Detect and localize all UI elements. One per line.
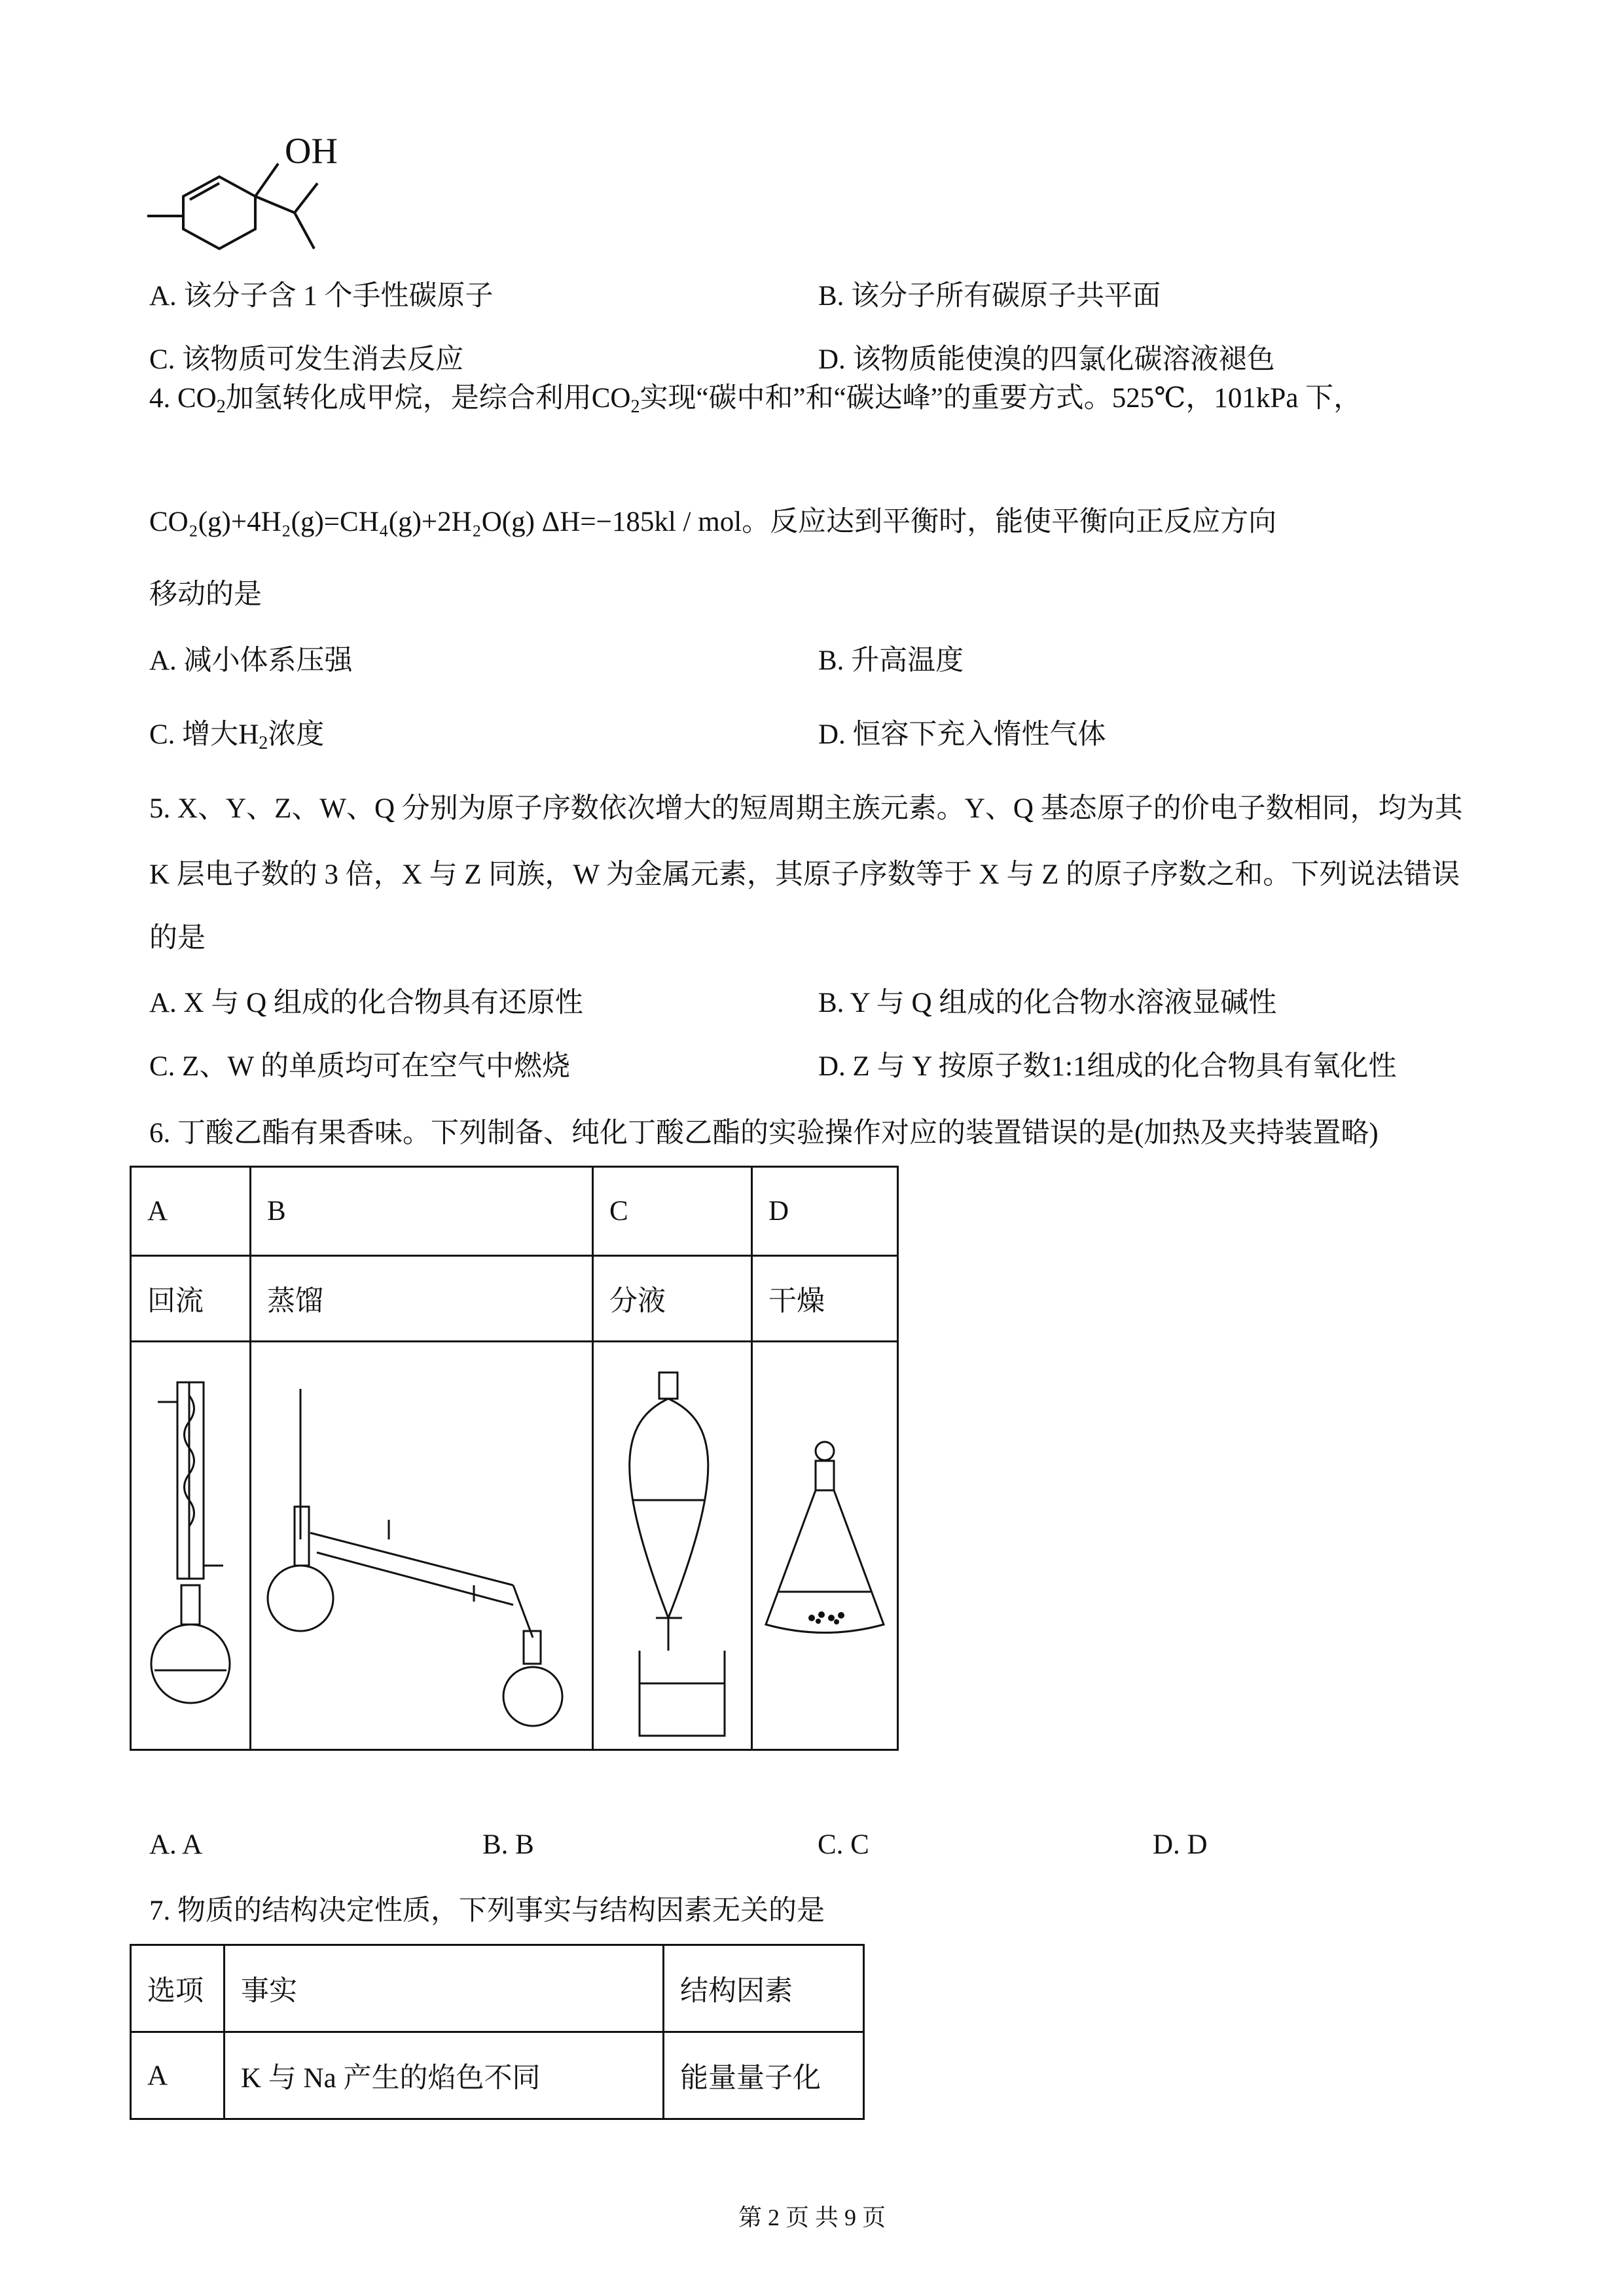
q6-option-a: A. A [149,1829,203,1860]
q5-option-d: D. Z 与 Y 按原子数1:1组成的化合物具有氧化性 [818,1051,1397,1082]
q4-stem-line2: CO₂(g)+4H₂(g)=CH₄(g)+2H₂O(g) ΔH=−185kl / mol。反应达到平衡时，能使平衡向正反应方向 [149,507,1277,537]
molecule-oh-label: OH [285,131,338,171]
header-fact: 事实 [225,1945,664,2032]
q5-option-a: A. X 与 Q 组成的化合物具有还原性 [149,988,583,1018]
q3-option-a: A. 该分子含 1 个手性碳原子 [149,281,494,312]
q4-equation: CO₂(g)+4H₂(g)=CH₄(g)+2H₂O(g) ΔH=−185kl / mol [149,507,742,537]
q5-stem-line1: 5. X、Y、Z、W、Q 分别为原子序数依次增大的短周期主族元素。Y、Q 基态原子的价电子数相同，均为其 [149,793,1463,824]
q3-option-d: D. 该物质能使溴的四氯化碳溶液褪色 [818,344,1275,375]
table-row [131,2032,864,2119]
q3-option-c: C. 该物质可发生消去反应 [149,344,464,375]
q7-table [130,1944,865,2120]
q4-option-a: A. 减小体系压强 [149,645,353,676]
operation-drying: 干燥 [752,1256,898,1342]
q4-option-b: B. 升高温度 [818,645,964,676]
distillation-apparatus [251,1342,593,1750]
molecule-structure [147,131,383,265]
q6-option-c: C. C [818,1829,869,1860]
q4-stem-line1: 4. $CO_2$加氢转化成甲烷，是综合利用$CO_2$实现“碳中和”和“碳达峰”的重要方式。525℃，101kPa 下， [149,383,1362,417]
q5-option-c: C. Z、W 的单质均可在空气中燃烧 [149,1051,571,1082]
header-c: C [593,1167,752,1256]
page-footer: 第 2 页 共 9 页 [738,2204,886,2231]
q7-stem: 7. 物质的结构决定性质，下列事实与结构因素无关的是 [149,1895,825,1926]
operation-separation: 分液 [593,1256,752,1342]
q4-stem-line3: 移动的是 [149,579,262,610]
q5-option-b: B. Y 与 Q 组成的化合物水溶液显碱性 [818,988,1277,1018]
operation-distillation: 蒸馏 [251,1256,593,1342]
q3-option-b: B. 该分子所有碳原子共平面 [818,281,1161,312]
q6-apparatus-table [130,1166,899,1751]
reflux-apparatus [131,1342,251,1750]
q4-option-d: D. 恒容下充入惰性气体 [818,719,1106,750]
header-structure-factor: 结构因素 [664,1945,864,2032]
drying-flask-apparatus [752,1342,898,1750]
separatory-funnel-apparatus [593,1342,752,1750]
q5-stem-line2: K 层电子数的 3 倍，X 与 Z 同族，W 为金属元素，其原子序数等于 X 与 Z 的原子序数之和。下列说法错误 [149,859,1460,890]
header-option: 选项 [131,1945,225,2032]
operation-reflux: 回流 [131,1256,251,1342]
row-fact: K 与 Na 产生的焰色不同 [225,2032,664,2119]
q6-option-b: B. B [482,1829,534,1860]
q5-stem-line3: 的是 [149,923,206,954]
q4-option-c: C. 增大$H_2$浓度 [149,719,325,753]
q6-option-d: D. D [1153,1829,1208,1860]
header-d: D [752,1167,898,1256]
header-a: A [131,1167,251,1256]
row-structure-factor: 能量量子化 [664,2032,864,2119]
row-option: A [131,2032,225,2119]
q6-stem: 6. 丁酸乙酯有果香味。下列制备、纯化丁酸乙酯的实验操作对应的装置错误的是(加热及夹持装置略) [149,1118,1379,1149]
header-b: B [251,1167,593,1256]
